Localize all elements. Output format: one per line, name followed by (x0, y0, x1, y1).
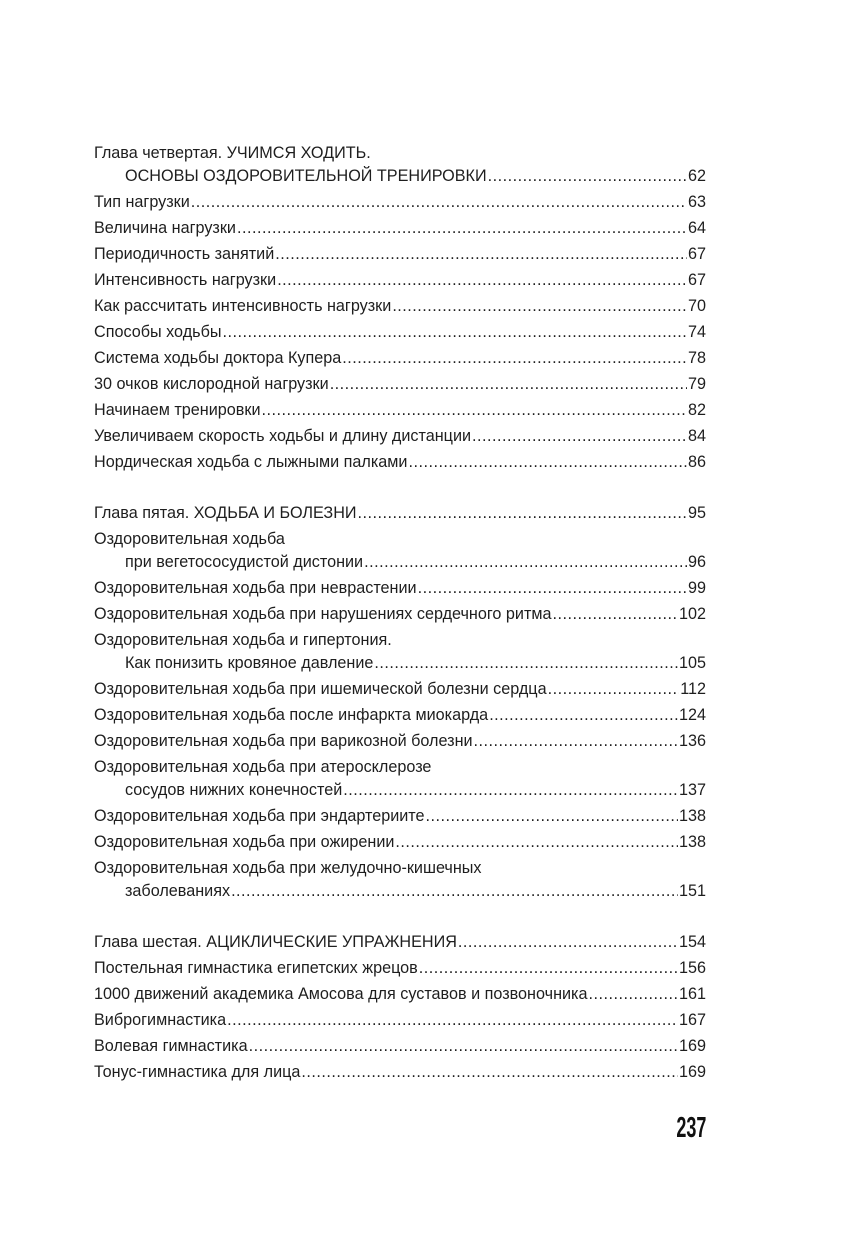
toc-entry (94, 603, 706, 626)
toc-entry (94, 528, 706, 574)
toc-entry-title: Начинаем тренировки (94, 401, 261, 419)
toc-entry-line (94, 1009, 706, 1032)
toc-entry-line (94, 191, 706, 214)
toc-entry (94, 1035, 706, 1058)
toc-section (94, 931, 706, 1084)
toc-entry (94, 269, 706, 292)
toc-entry (94, 756, 706, 802)
toc-entry-line (94, 295, 706, 318)
toc-entry-line (94, 730, 706, 753)
toc-entry-line (94, 779, 706, 802)
toc-entry-line-continued (94, 528, 706, 551)
toc-entry (94, 243, 706, 266)
toc-section (94, 142, 706, 474)
toc-entry-line (94, 243, 706, 266)
toc-entry (94, 425, 706, 448)
toc-entry-title: Постельная гимнастика египетских жрецов (94, 959, 418, 977)
dot-leader (419, 957, 678, 980)
toc-entry-title: 1000 движений академика Амосова для суставов и позвоночника (94, 985, 588, 1003)
toc-entry-line (94, 652, 706, 675)
toc-entry-title: Оздоровительная ходьба при ишемической болезни сердца (94, 680, 547, 698)
toc-entry-page: 105 (678, 654, 706, 672)
toc-entry-line (94, 957, 706, 980)
toc-entry-title: Оздоровительная ходьба при варикозной болезни (94, 732, 473, 750)
toc-entry-line (94, 983, 706, 1006)
dot-leader (548, 678, 680, 701)
toc-entry-title: Глава четвертая. УЧИМСЯ ХОДИТЬ. (94, 144, 371, 162)
toc-entry (94, 399, 706, 422)
dot-leader (249, 1035, 678, 1058)
toc-entry (94, 629, 706, 675)
toc-entry-page: 167 (678, 1011, 706, 1029)
dot-leader (553, 603, 678, 626)
dot-leader (426, 805, 678, 828)
toc-entry-title: Оздоровительная ходьба при неврастении (94, 579, 417, 597)
toc-entry (94, 347, 706, 370)
toc-entry-title: Интенсивность нагрузки (94, 271, 277, 289)
toc-entry-line-continued (94, 756, 706, 779)
toc-entry-page: 67 (687, 245, 706, 263)
toc-entry-line (94, 321, 706, 344)
toc-entry (94, 730, 706, 753)
toc-entry-page: 84 (687, 427, 706, 445)
dot-leader (358, 502, 687, 525)
dot-leader (418, 577, 687, 600)
dot-leader (191, 191, 687, 214)
toc-entry-page: 74 (687, 323, 706, 341)
toc-entry-page: 138 (678, 807, 706, 825)
toc-entry-page: 102 (678, 605, 706, 623)
toc-entry (94, 321, 706, 344)
toc-entry-line (94, 451, 706, 474)
page-number: 237 (675, 1112, 706, 1144)
dot-leader (488, 165, 687, 188)
toc-entry-title: ОСНОВЫ ОЗДОРОВИТЕЛЬНОЙ ТРЕНИРОВКИ (125, 167, 487, 185)
toc-entry (94, 957, 706, 980)
toc-entry-line (94, 603, 706, 626)
toc-entry (94, 295, 706, 318)
dot-leader (227, 1009, 678, 1032)
toc-entry-line (94, 880, 706, 903)
toc-entry-title: заболеваниях (125, 882, 231, 900)
toc-entry-page: 63 (687, 193, 706, 211)
toc-entry-title: Оздоровительная ходьба (94, 530, 285, 548)
dot-leader (458, 931, 678, 954)
toc-entry-line (94, 1035, 706, 1058)
toc-entry-page: 124 (678, 706, 706, 724)
toc-entry-line (94, 217, 706, 240)
toc-entry-page: 70 (687, 297, 706, 315)
toc-entry-line (94, 704, 706, 727)
toc-entry (94, 502, 706, 525)
toc-entry-title: Величина нагрузки (94, 219, 236, 237)
toc-entry-line (94, 551, 706, 574)
toc-entry-title: Глава шестая. АЦИКЛИЧЕСКИЕ УПРАЖНЕНИЯ (94, 933, 457, 951)
toc-entry (94, 931, 706, 954)
toc-entry-page: 151 (678, 882, 706, 900)
toc-entry (94, 983, 706, 1006)
toc-entry-title: сосудов нижних конечностей (125, 781, 343, 799)
toc-entry (94, 1061, 706, 1084)
dot-leader (364, 551, 687, 574)
toc-entry-page: 136 (678, 732, 706, 750)
toc-entry (94, 451, 706, 474)
toc-entry (94, 678, 706, 701)
toc-entry-page: 112 (680, 680, 706, 698)
toc-entry-line-continued (94, 142, 706, 165)
toc-entry-line (94, 165, 706, 188)
toc-entry-line (94, 678, 706, 701)
toc-entry-title: Тип нагрузки (94, 193, 190, 211)
toc-entry-title: Периодичность занятий (94, 245, 275, 263)
toc-entry-page: 169 (678, 1037, 706, 1055)
toc-entry-title: Как понизить кровяное давление (125, 654, 374, 672)
toc-entry (94, 577, 706, 600)
toc-entry-title: Способы ходьбы (94, 323, 222, 341)
dot-leader (392, 295, 687, 318)
toc-entry-title: Волевая гимнастика (94, 1037, 248, 1055)
toc-entry-page: 161 (678, 985, 706, 1003)
toc-entry-line (94, 931, 706, 954)
toc-entry-title: Нордическая ходьба с лыжными палками (94, 453, 408, 471)
toc-entry-line-continued (94, 857, 706, 880)
toc-entry-page: 99 (687, 579, 706, 597)
toc-entry-title: Оздоровительная ходьба при желудочно-кишечных (94, 859, 482, 877)
toc-entry-title: Оздоровительная ходьба при нарушениях сердечного ритма (94, 605, 552, 623)
dot-leader (589, 983, 678, 1006)
dot-leader (342, 347, 687, 370)
toc-entry-page: 95 (687, 504, 706, 522)
table-of-contents (94, 142, 706, 1112)
toc-entry-title: Как рассчитать интенсивность нагрузки (94, 297, 392, 315)
toc-entry-title: Тонус-гимнастика для лица (94, 1063, 301, 1081)
toc-entry (94, 857, 706, 903)
toc-entry-line (94, 425, 706, 448)
toc-entry-title: Виброгимнастика (94, 1011, 227, 1029)
toc-entry-page: 96 (687, 553, 706, 571)
toc-entry-page: 67 (687, 271, 706, 289)
toc-entry-line (94, 347, 706, 370)
toc-entry (94, 373, 706, 396)
toc-entry-line (94, 373, 706, 396)
toc-entry-title: Оздоровительная ходьба при эндартериите (94, 807, 425, 825)
toc-entry-title: Глава пятая. ХОДЬБА И БОЛЕЗНИ (94, 504, 357, 522)
dot-leader (489, 704, 678, 727)
toc-section (94, 502, 706, 903)
toc-entry-title: 30 очков кислородной нагрузки (94, 375, 329, 393)
dot-leader (301, 1061, 678, 1084)
toc-entry-page: 62 (687, 167, 706, 185)
toc-entry-title: при вегетососудистой дистонии (125, 553, 364, 571)
toc-entry-line (94, 805, 706, 828)
toc-entry-page: 137 (678, 781, 706, 799)
toc-entry-line (94, 269, 706, 292)
toc-entry-page: 138 (678, 833, 706, 851)
dot-leader (237, 217, 687, 240)
toc-entry-title: Оздоровительная ходьба и гипертония. (94, 631, 392, 649)
toc-entry (94, 142, 706, 188)
dot-leader (472, 425, 687, 448)
toc-entry (94, 217, 706, 240)
toc-entry-line (94, 577, 706, 600)
toc-entry (94, 191, 706, 214)
dot-leader (374, 652, 678, 675)
dot-leader (231, 880, 678, 903)
toc-entry-title: Увеличиваем скорость ходьбы и длину дистанции (94, 427, 472, 445)
toc-entry-page: 78 (687, 349, 706, 367)
toc-entry-page: 156 (678, 959, 706, 977)
toc-entry (94, 704, 706, 727)
toc-entry-title: Оздоровительная ходьба при ожирении (94, 833, 395, 851)
toc-entry-line (94, 502, 706, 525)
toc-entry-title: Оздоровительная ходьба при атеросклерозе (94, 758, 432, 776)
dot-leader (474, 730, 678, 753)
toc-entry-line-continued (94, 629, 706, 652)
toc-entry-page: 169 (678, 1063, 706, 1081)
toc-entry-page: 86 (687, 453, 706, 471)
toc-entry (94, 1009, 706, 1032)
dot-leader (262, 399, 687, 422)
toc-entry-line (94, 831, 706, 854)
toc-entry-page: 154 (678, 933, 706, 951)
toc-entry-page: 64 (687, 219, 706, 237)
toc-entry-title: Система ходьбы доктора Купера (94, 349, 342, 367)
toc-entry-page: 82 (687, 401, 706, 419)
dot-leader (275, 243, 687, 266)
toc-entry-line (94, 399, 706, 422)
dot-leader (408, 451, 687, 474)
dot-leader (343, 779, 678, 802)
toc-entry (94, 831, 706, 854)
toc-entry-line (94, 1061, 706, 1084)
dot-leader (222, 321, 687, 344)
dot-leader (330, 373, 687, 396)
dot-leader (277, 269, 687, 292)
toc-entry-page: 79 (687, 375, 706, 393)
dot-leader (395, 831, 678, 854)
toc-entry-title: Оздоровительная ходьба после инфаркта миокарда (94, 706, 489, 724)
toc-entry (94, 805, 706, 828)
